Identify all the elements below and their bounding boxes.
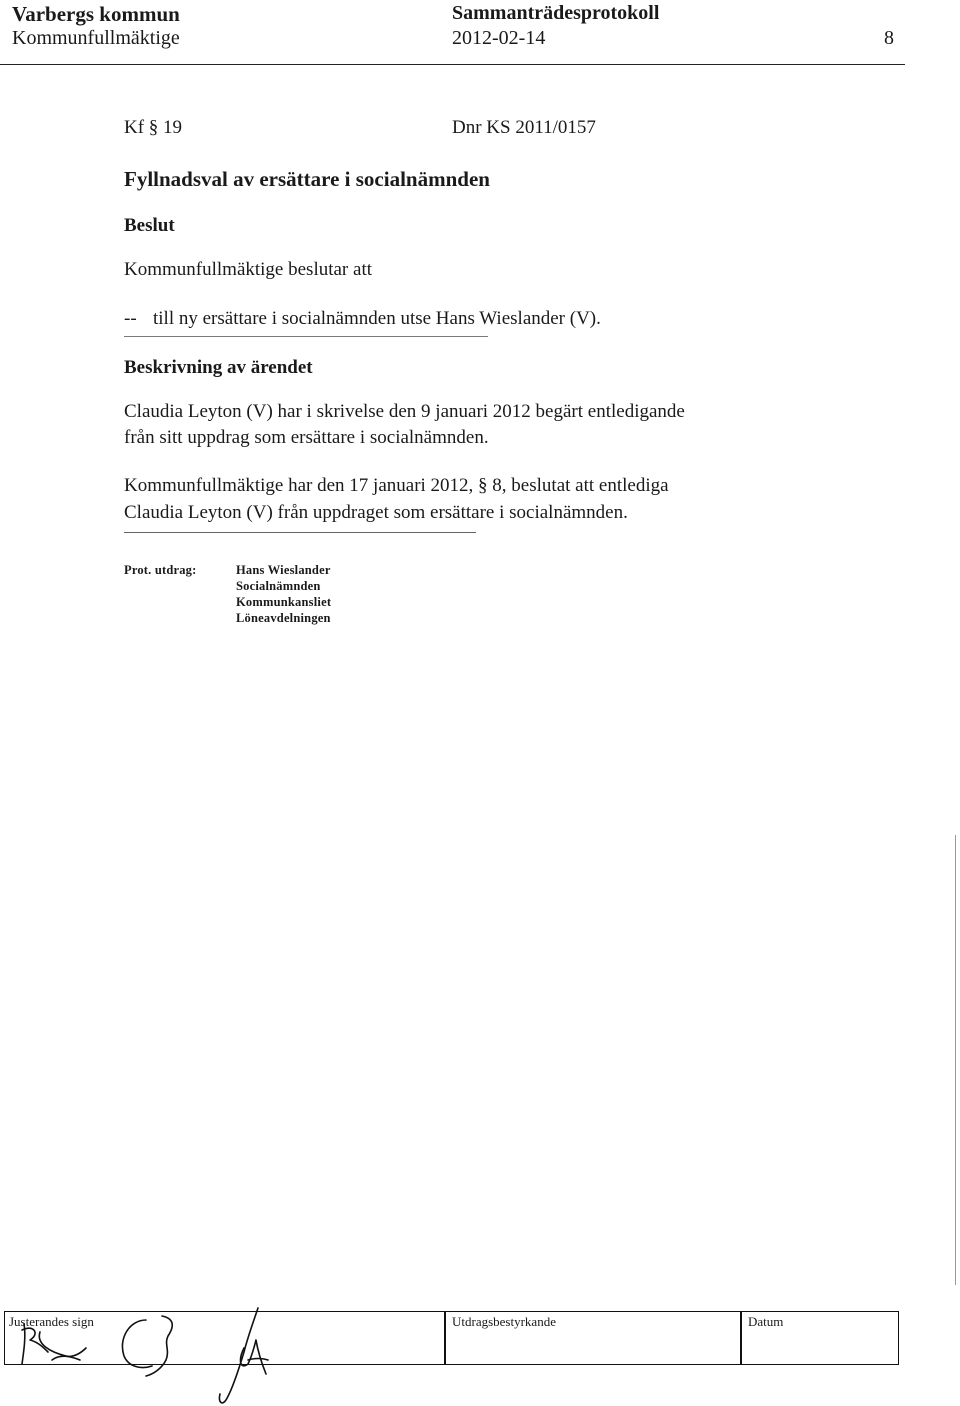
handwritten-signatures xyxy=(0,1290,300,1406)
header-rule xyxy=(0,64,905,65)
description-para2-line1: Kommunfullmäktige har den 17 januari 2012, § 8, beslutat att entlediga xyxy=(124,475,669,496)
page-number: 8 xyxy=(884,27,894,49)
extract-recipient: Hans Wieslander xyxy=(236,563,331,577)
dnr: Dnr KS 2011/0157 xyxy=(452,117,596,138)
scan-edge-mark xyxy=(955,835,956,1285)
decision-point: till ny ersättare i socialnämnden utse Hans Wieslander (V). xyxy=(153,308,601,329)
justering-label: Justerandes sign xyxy=(9,1314,94,1329)
decision-heading: Beslut xyxy=(124,215,175,236)
extract-recipient: Socialnämnden xyxy=(236,579,321,593)
utdrag-label: Utdragsbestyrkande xyxy=(452,1314,556,1329)
description-para1-line1: Claudia Leyton (V) har i skrivelse den 9 januari 2012 begärt entledigande xyxy=(124,401,685,422)
meeting-date: 2012-02-14 xyxy=(452,27,546,49)
datum-label: Datum xyxy=(748,1314,784,1329)
extract-recipient: Kommunkansliet xyxy=(236,595,332,609)
description-para1-line2: från sitt uppdrag som ersättare i socialnämnden. xyxy=(124,427,489,448)
decision-intro: Kommunfullmäktige beslutar att xyxy=(124,259,373,280)
paragraph-number: Kf § 19 xyxy=(124,117,183,138)
item-title: Fyllnadsval av ersättare i socialnämnden xyxy=(124,167,490,191)
doc-type: Sammanträdesprotokoll xyxy=(452,2,660,24)
decision-rule xyxy=(124,336,488,337)
extract-recipient: Löneavdelningen xyxy=(236,611,331,625)
extract-label: Prot. utdrag: xyxy=(124,563,197,577)
description-rule xyxy=(124,532,476,533)
description-heading: Beskrivning av ärendet xyxy=(124,357,313,378)
org-name: Varbergs kommun xyxy=(12,2,180,26)
description-para2-line2: Claudia Leyton (V) från uppdraget som ersättare i socialnämnden. xyxy=(124,502,628,523)
body-name: Kommunfullmäktige xyxy=(12,27,180,49)
decision-dash: -- xyxy=(124,308,137,329)
signature-initials-2 xyxy=(122,1320,152,1368)
